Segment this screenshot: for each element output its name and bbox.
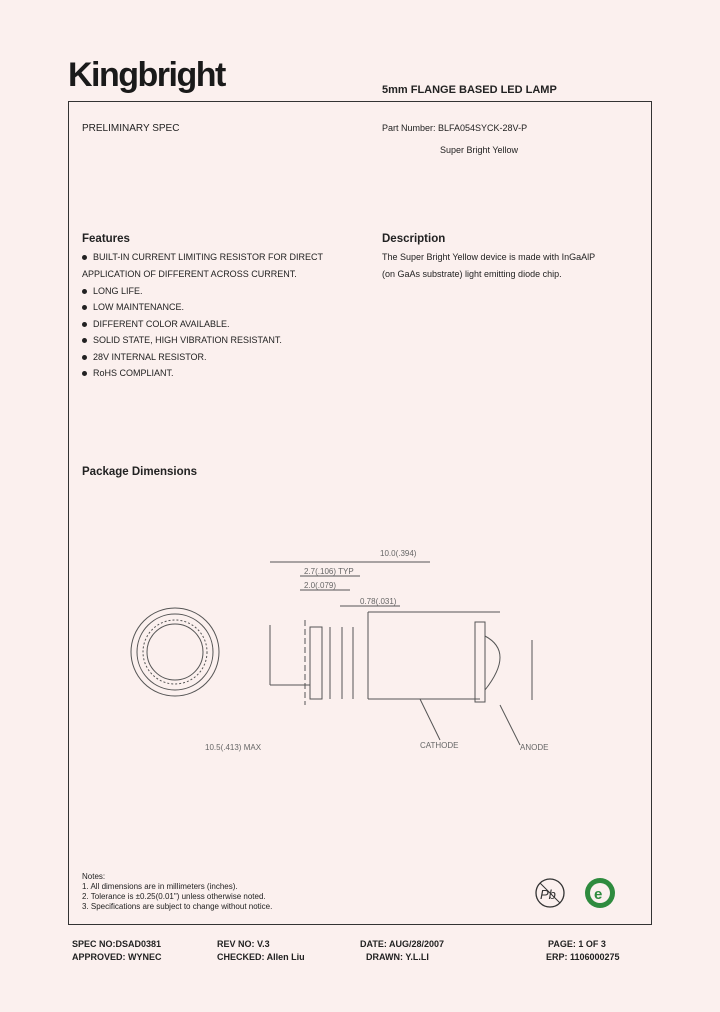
note-item: 2. Tolerance is ±0.25(0.01") unless otherwise noted. [82, 892, 266, 901]
footer-checked: CHECKED: Allen Liu [217, 952, 305, 962]
dim-typ: 2.7(.106) TYP [304, 567, 354, 576]
company-logo: Kingbright [68, 56, 225, 94]
features-heading: Features [82, 233, 130, 245]
part-number: Part Number: BLFA054SYCK-28V-P [382, 123, 528, 133]
feature-item: RoHS COMPLIANT. [82, 368, 352, 378]
package-heading: Package Dimensions [82, 466, 198, 478]
feature-item: DIFFERENT COLOR AVAILABLE. [82, 319, 352, 329]
description-line: The Super Bright Yellow device is made with InGaAlP [382, 252, 596, 262]
anode-label: ANODE [520, 743, 549, 752]
spec-frame [68, 101, 652, 925]
feature-item: LOW MAINTENANCE. [82, 302, 352, 312]
footer-approved: APPROVED: WYNEC [72, 952, 162, 962]
description-heading: Description [382, 233, 446, 245]
footer-drawn: DRAWN: Y.L.LI [366, 952, 429, 962]
leads-label: 10.5(.413) MAX [205, 743, 262, 752]
document-title: 5mm FLANGE BASED LED LAMP [382, 84, 557, 96]
svg-text:e: e [594, 886, 603, 903]
dim-2: 2.0(.079) [304, 581, 337, 590]
spec-status: PRELIMINARY SPEC [82, 123, 180, 134]
feature-item: SOLID STATE, HIGH VIBRATION RESISTANT. [82, 335, 352, 345]
description-line: (on GaAs substrate) light emitting diode chip. [382, 269, 562, 279]
note-item: 3. Specifications are subject to change without notice. [82, 902, 273, 911]
notes-title: Notes: [82, 872, 106, 881]
color-name: Super Bright Yellow [440, 145, 519, 155]
compliance-icons [530, 872, 620, 914]
led-front-view [131, 608, 219, 696]
pb-free-icon [536, 879, 564, 907]
dim-3: 0.78(.031) [360, 597, 397, 606]
feature-item: LONG LIFE. [82, 286, 352, 296]
feature-continuation: APPLICATION OF DIFFERENT ACROSS CURRENT. [82, 269, 297, 279]
dim-overall: 10.0(.394) [380, 549, 417, 558]
note-item: 1. All dimensions are in millimeters (inches). [82, 882, 238, 891]
footer-page: PAGE: 1 OF 3 [548, 939, 606, 949]
footer-spec-no: SPEC NO:DSAD0381 [72, 939, 162, 949]
footer-erp: ERP: 1106000275 [546, 952, 620, 962]
feature-item: BUILT-IN CURRENT LIMITING RESISTOR FOR DIRECT [82, 252, 352, 262]
cathode-label: CATHODE [420, 741, 459, 750]
feature-item: 28V INTERNAL RESISTOR. [82, 352, 352, 362]
rohs-e-icon [585, 878, 615, 908]
footer-rev-no: REV NO: V.3 [217, 939, 270, 949]
svg-text:Pb: Pb [540, 887, 556, 902]
package-drawing [120, 540, 580, 760]
footer-date: DATE: AUG/28/2007 [360, 939, 445, 949]
